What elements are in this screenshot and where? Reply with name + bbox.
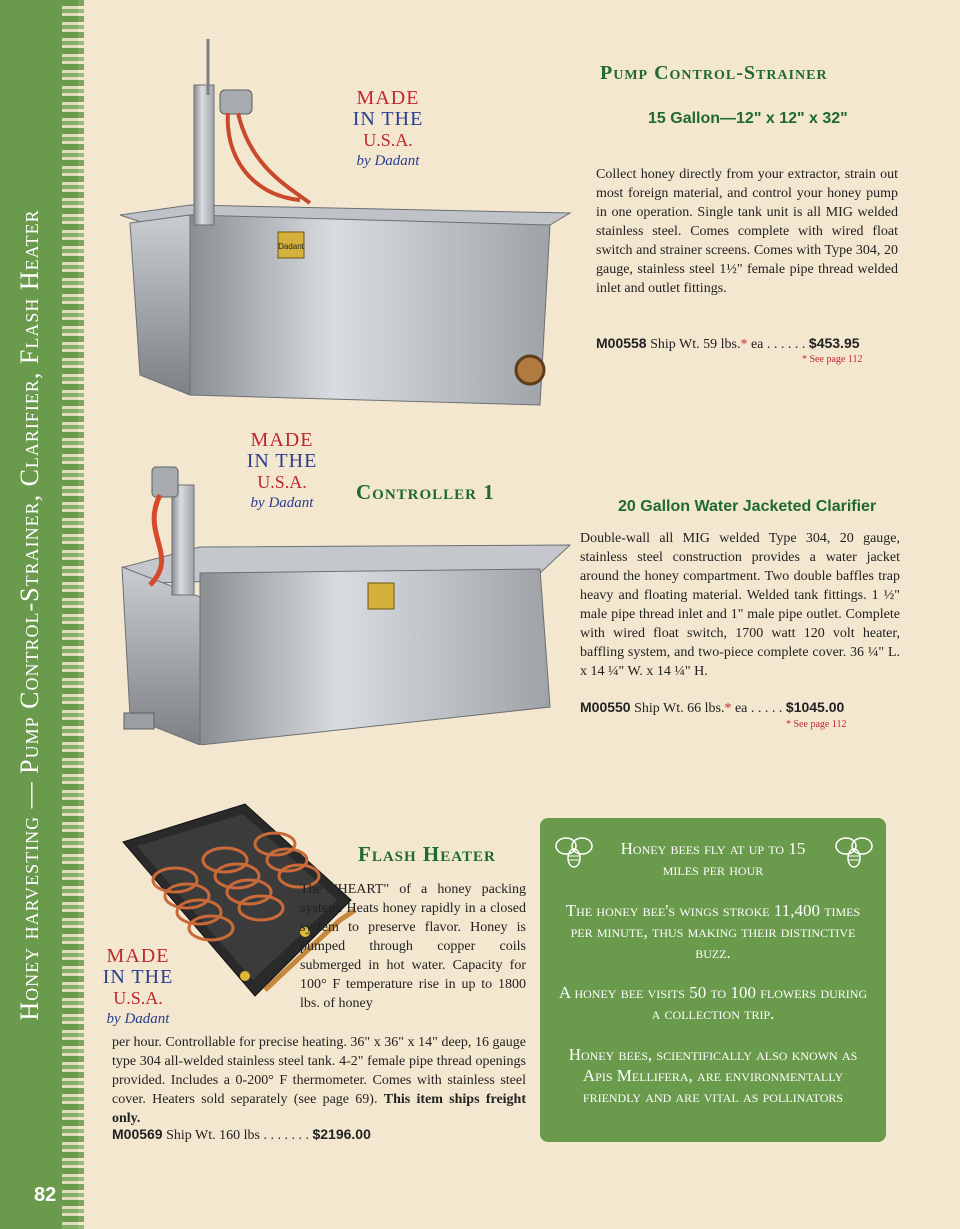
clarifier-star: * [724, 701, 732, 716]
made-line2: IN THE [246, 450, 318, 472]
flash-description-full [112, 1033, 526, 1128]
made-line2: IN THE [102, 966, 174, 988]
flash-description-text: per hour. Controllable for precise heating. 36" x 36" x 14" deep, 16 gauge type 304 all-welded stainless steel tank. 4-2" female pipe thread openings provided. Includes a 0-200° F thermometer. Comes with stainless steel cover. Heaters sold separately (see page 69). [112, 1035, 526, 1107]
flash-price: $2196.00 [312, 1126, 371, 1142]
clarifier-image [110, 455, 580, 745]
clarifier-description: Double-wall all MIG welded Type 304, 20 gauge, stainless steel construction provides a water jacket around the honey compartment. Two double baffles trap heavy and floating material. Welded tank fittings. 1 ½" male pipe thread inlet and 1" male pipe outlet. Complete with wired float switch, 1700 watt 120 volt heater, baffling system, and two-piece complete cover. 36 ¼" L. x 14 ¼" W. x 14 ¼" H. [580, 531, 900, 679]
made-line1: MADE [106, 945, 170, 967]
pump-see-note: * See page 112 [802, 354, 863, 365]
made-line3: U.S.A. [257, 472, 307, 492]
flash-ea: . . . . . . . [263, 1128, 309, 1143]
clarifier-label: Controller 1 [356, 480, 495, 504]
made-line3: U.S.A. [113, 988, 163, 1008]
flash-ship-weight: Ship Wt. 160 lbs [166, 1128, 260, 1143]
made-in-usa-badge [340, 88, 436, 172]
bee-facts-box [540, 818, 886, 1142]
clarifier-price: $1045.00 [785, 699, 845, 715]
pump-star: * [740, 337, 748, 352]
made-line4: by Dadant [250, 495, 314, 511]
flash-code: M00569 [112, 1126, 163, 1142]
pump-subtitle: 15 Gallon—12" x 12" x 32" [648, 110, 848, 127]
flash-freight-note: This item ships freight only. [112, 1092, 526, 1126]
flash-title: Flash Heater [358, 842, 496, 866]
clarifier-ea: ea . . . . . [734, 701, 783, 716]
clarifier-ship-weight: Ship Wt. 66 lbs. [634, 701, 725, 716]
pump-price: $453.95 [808, 335, 860, 351]
clarifier-subtitle: 20 Gallon Water Jacketed Clarifier [618, 498, 877, 515]
made-line1: MADE [356, 87, 420, 109]
pump-title: Pump Control-Strainer [600, 62, 828, 84]
pump-sku-line [596, 335, 860, 353]
pump-code: M00558 [596, 335, 647, 351]
fact-1: Honey bees fly at up to 15 miles per hour [620, 839, 806, 879]
made-line1: MADE [250, 429, 314, 451]
fact-3: A honey bee visits 50 to 100 flowers during a collection trip. [558, 983, 868, 1023]
page-number: 82 [34, 1184, 57, 1206]
sidebar-deckle-edge [62, 0, 84, 1229]
tank-logo: Dadant [278, 242, 304, 251]
clarifier-sku-line [580, 699, 844, 717]
fact-2: The honey bee's wings stroke 11,400 times per minute, thus making their distinctive buzz. [565, 901, 861, 962]
made-in-usa-badge-2 [234, 430, 330, 514]
pump-ea: ea . . . . . . [750, 337, 806, 352]
made-line3: U.S.A. [363, 130, 413, 150]
pump-ship-weight: Ship Wt. 59 lbs. [650, 337, 741, 352]
sidebar-title: Honey harvesting — Pump Control-Strainer, Clarifier, Flash Heater [15, 209, 44, 1021]
made-line2: IN THE [352, 108, 424, 130]
made-in-usa-badge-3 [90, 946, 186, 1030]
made-line4: by Dadant [106, 1011, 170, 1027]
flash-sku-line [112, 1126, 371, 1144]
fact-4: Honey bees, scientifically also known as Apis Mellifera, are environmentally friendly and are vital as pollinators [568, 1045, 858, 1106]
made-line4: by Dadant [356, 153, 420, 169]
bee-icon-right [832, 834, 876, 870]
bee-icon-left [552, 834, 596, 870]
clarifier-see-note: * See page 112 [786, 719, 847, 730]
clarifier-code: M00550 [580, 699, 631, 715]
flash-description-wrap: The "HEART" of a honey packing system. Heats honey rapidly in a closed system to preserve flavor. Honey is pumped through copper coils submerged in hot water. Capacity for 100° F temperature rise in up to 1800 lbs. of honey [300, 882, 526, 1011]
pump-description: Collect honey directly from your extractor, strain out most foreign material, and control your honey pump in one operation. Single tank unit is all MIG welded stainless steel. Comes complete with wired float switch and strainer screens. Comes with Type 304, 20 gauge, stainless steel 1½" female pipe thread welded inlet and outlet fittings. [596, 167, 898, 296]
